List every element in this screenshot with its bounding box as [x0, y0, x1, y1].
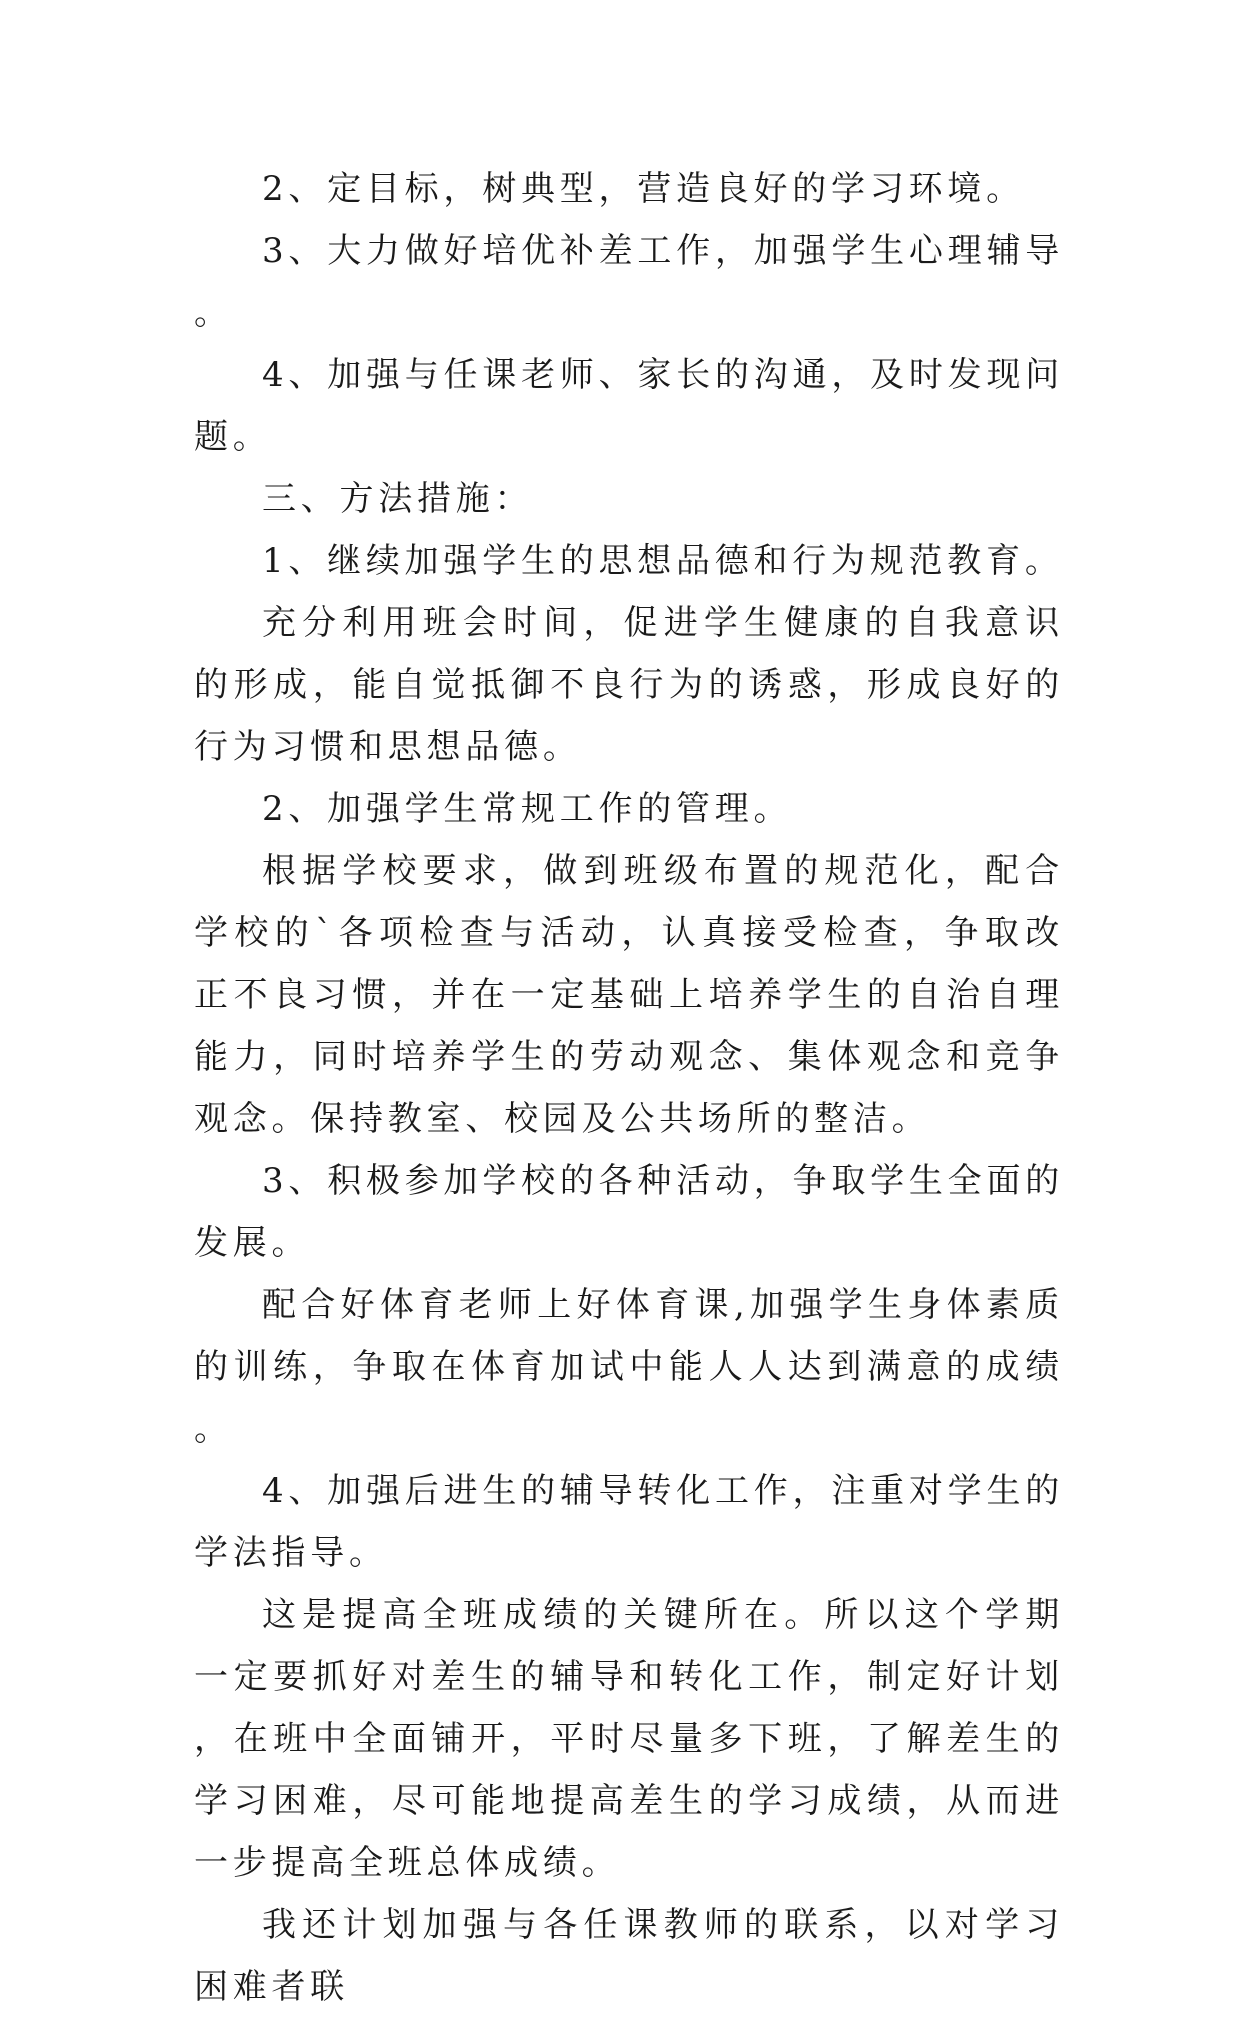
method-item-2-body: 根据学校要求，做到班级布置的规范化，配合学校的`各项检查与活动，认真接受检查，争取改正不良习惯，并在一定基础上培养学生的自治自理能力，同时培养学生的劳动观念、集体观念和竞争观念。保持教室、校园及公共场所的整洁。 [194, 851, 1064, 1139]
method-item-4-body: 这是提高全班成绩的关键所在。所以这个学期一定要抓好对差生的辅导和转化工作，制定好计划，在班中全面铺开，平时尽量多下班，了解差生的学习困难，尽可能地提高差生的学习成绩，从而进一步提高全班总体成绩。 [194, 1595, 1064, 1883]
goal-item-4: 4、加强与任课老师、家长的沟通，及时发现问题。 [194, 355, 1064, 457]
method-item-2-title: 2、加强学生常规工作的管理。 [262, 789, 793, 829]
closing-paragraph: 我还计划加强与各任课教师的联系，以对学习困难者联 [194, 1905, 1064, 2007]
method-item-1-title: 1、继续加强学生的思想品德和行为规范教育。 [262, 541, 1064, 581]
method-item-4-title: 4、加强后进生的辅导转化工作，注重对学生的学法指导。 [194, 1471, 1064, 1573]
goal-item-3: 3、大力做好培优补差工作，加强学生心理辅导。 [194, 231, 1064, 333]
section-heading-methods: 三、方法措施： [262, 479, 534, 519]
document-body [194, 158, 1064, 2018]
method-item-3-body: 配合好体育老师上好体育课,加强学生身体素质的训练，争取在体育加试中能人人达到满意的成绩。 [194, 1285, 1064, 1449]
goal-item-2: 2、定目标，树典型，营造良好的学习环境。 [262, 169, 1025, 209]
method-item-1-body: 充分利用班会时间，促进学生健康的自我意识的形成，能自觉抵御不良行为的诱惑，形成良好的行为习惯和思想品德。 [194, 603, 1064, 767]
method-item-3-title: 3、积极参加学校的各种活动，争取学生全面的发展。 [194, 1161, 1064, 1263]
